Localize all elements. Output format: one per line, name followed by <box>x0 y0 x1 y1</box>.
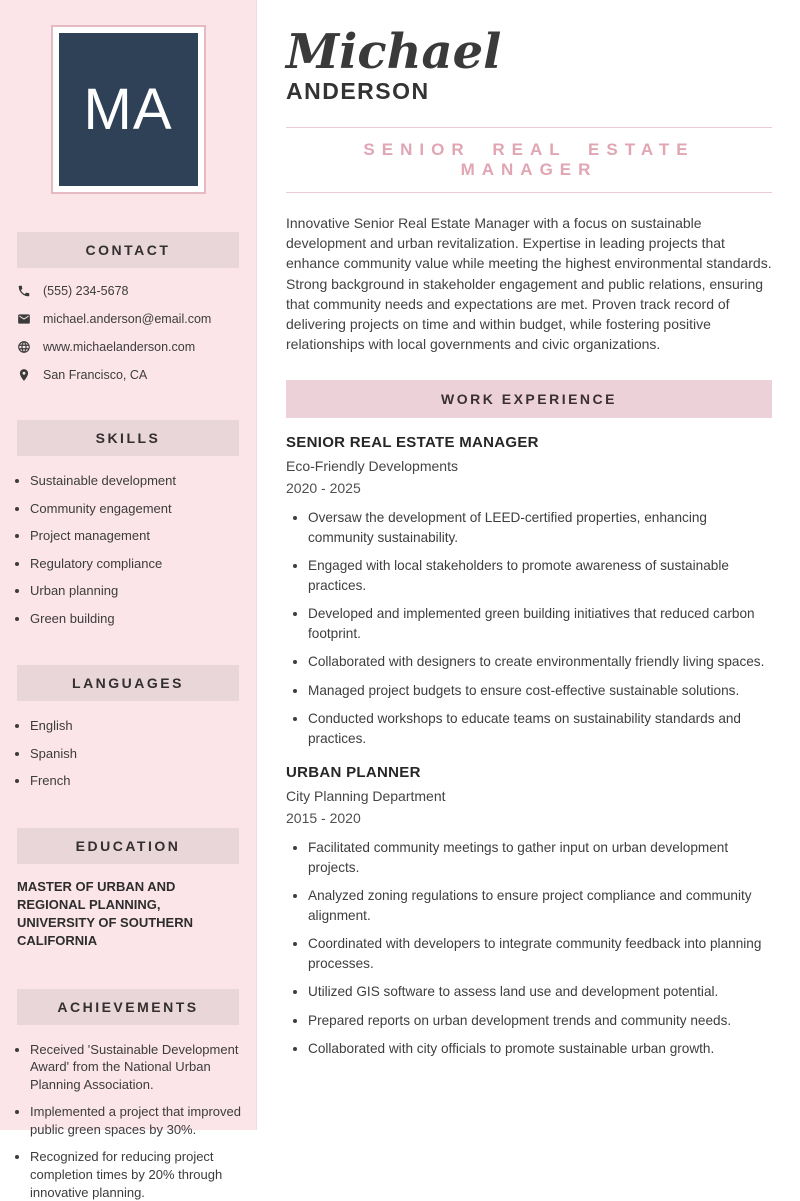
phone-value: (555) 234-5678 <box>43 284 129 298</box>
job-bullet: • Prepared reports on urban development trends and community needs. <box>308 1011 772 1031</box>
skill-item: • Regulatory compliance <box>30 555 246 573</box>
avatar-monogram-box <box>59 33 198 186</box>
contact-list <box>0 268 256 382</box>
achievements-section <box>0 989 256 1201</box>
contact-section-heading: CONTACT <box>17 232 239 268</box>
skill-item: • Project management <box>30 527 246 545</box>
job-bullet: • Facilitated community meetings to gather input on urban development projects. <box>308 838 772 877</box>
contact-row-location <box>17 368 239 382</box>
job-bullet: • Analyzed zoning regulations to ensure project compliance and community alignment. <box>308 886 772 925</box>
languages-list <box>0 701 256 790</box>
job-title-band <box>286 127 772 193</box>
email-value: michael.anderson@email.com <box>43 312 212 326</box>
job-bullet: • Conducted workshops to educate teams on sustainability standards and practices. <box>308 709 772 748</box>
skill-item: • Community engagement <box>30 500 246 518</box>
job-company: Eco-Friendly Developments <box>286 458 458 475</box>
avatar <box>51 25 206 194</box>
language-item: • French <box>30 772 246 790</box>
contact-row-website <box>17 340 239 354</box>
contact-row-email <box>17 312 239 326</box>
contact-section <box>0 232 256 382</box>
job-bullet: • Collaborated with city officials to promote sustainable urban growth. <box>308 1039 772 1059</box>
skills-section-heading: SKILLS <box>17 420 239 456</box>
professional-summary: Innovative Senior Real Estate Manager with a focus on sustainable development and urban revitalization. Expertise in leading projects that enhance community value while meeting the highest environmental standards. Strong background in stakeholder engagement and public relations, ensuring that community needs and expectations are met. Proven track record of delivering projects on time and within budget, while fostering positive relationships with local governments and civic organizations. <box>286 215 772 353</box>
globe-icon <box>17 340 31 354</box>
achievement-item: • Received 'Sustainable Development Award' from the National Urban Planning Association. <box>30 1041 246 1094</box>
first-name: Michael <box>286 24 502 80</box>
website-value: www.michaelanderson.com <box>43 340 196 354</box>
job-bullet: • Collaborated with designers to create environmentally friendly living spaces. <box>308 652 772 672</box>
achievements-list <box>0 1025 256 1201</box>
location-value: San Francisco, CA <box>43 368 148 382</box>
main-column <box>257 0 800 1130</box>
job-bullet: • Utilized GIS software to assess land use and development potential. <box>308 982 772 1002</box>
last-name: ANDERSON <box>286 78 430 104</box>
education-section <box>0 828 256 951</box>
job-title: SENIOR REAL ESTATE MANAGER <box>363 140 695 179</box>
skills-list <box>0 456 256 627</box>
languages-section-heading: LANGUAGES <box>17 665 239 701</box>
location-pin-icon <box>17 368 31 382</box>
phone-icon <box>17 284 31 298</box>
language-item: • Spanish <box>30 745 246 763</box>
job-entry-1 <box>286 434 772 748</box>
email-icon <box>17 312 31 326</box>
language-item: • English <box>30 717 246 735</box>
sidebar <box>0 0 257 1200</box>
job-bullet-list <box>286 508 772 748</box>
job-entry-2 <box>286 764 772 1059</box>
achievement-item: • Recognized for reducing project completion times by 20% through innovative planning. <box>30 1148 246 1201</box>
languages-section <box>0 665 256 790</box>
work-experience-heading: WORK EXPERIENCE <box>286 380 772 418</box>
education-degree: MASTER OF URBAN AND REGIONAL PLANNING, UNIVERSITY OF SOUTHERN CALIFORNIA <box>17 878 194 949</box>
contact-row-phone <box>17 284 239 298</box>
education-section-heading: EDUCATION <box>17 828 239 864</box>
job-company: City Planning Department <box>286 788 446 805</box>
job-dates: 2015 - 2020 <box>286 810 361 827</box>
achievement-item: • Implemented a project that improved public green spaces by 30%. <box>30 1103 246 1138</box>
skill-item: • Green building <box>30 610 246 628</box>
skill-item: • Urban planning <box>30 582 246 600</box>
job-dates: 2020 - 2025 <box>286 480 361 497</box>
job-bullet-list <box>286 838 772 1059</box>
avatar-initials: MA <box>83 77 173 142</box>
job-bullet: • Oversaw the development of LEED-certified properties, enhancing community sustainability. <box>308 508 772 547</box>
job-bullet: • Coordinated with developers to integrate community feedback into planning processes. <box>308 934 772 973</box>
job-role: SENIOR REAL ESTATE MANAGER <box>286 434 539 452</box>
skills-section <box>0 420 256 627</box>
job-bullet: • Managed project budgets to ensure cost-effective sustainable solutions. <box>308 681 772 701</box>
achievements-section-heading: ACHIEVEMENTS <box>17 989 239 1025</box>
job-bullet: • Developed and implemented green building initiatives that reduced carbon footprint. <box>308 604 772 643</box>
skill-item: • Sustainable development <box>30 472 246 490</box>
job-role: URBAN PLANNER <box>286 764 421 782</box>
job-bullet: • Engaged with local stakeholders to promote awareness of sustainable practices. <box>308 556 772 595</box>
